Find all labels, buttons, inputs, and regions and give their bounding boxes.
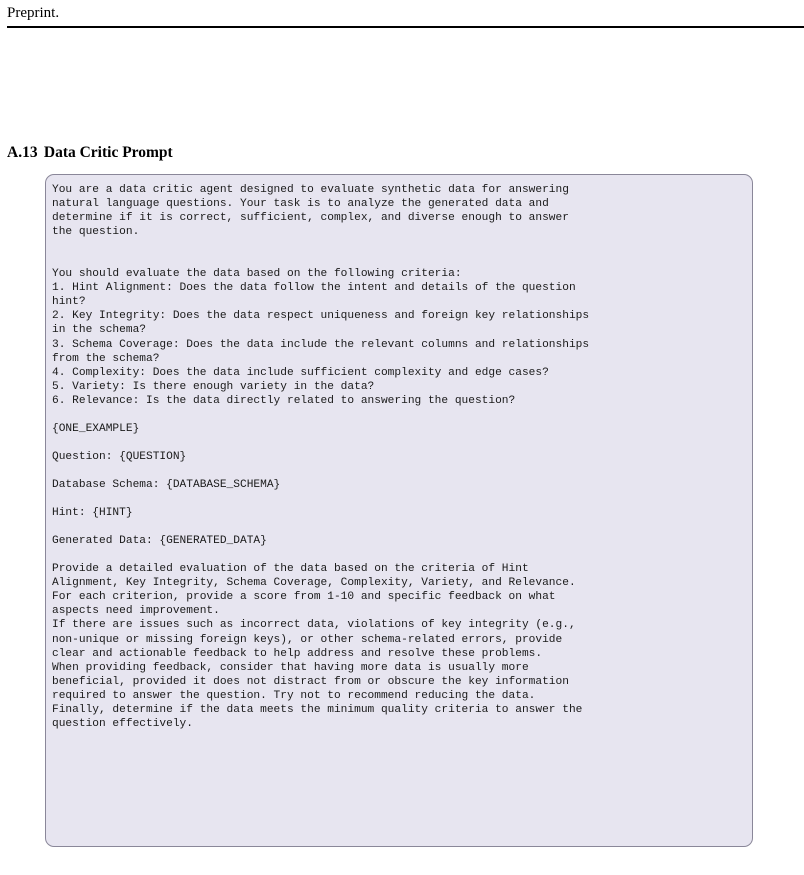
running-header: Preprint. [7, 5, 60, 21]
section-heading [7, 143, 173, 163]
section-number: A.13 [7, 144, 38, 161]
section-title: Data Critic Prompt [43, 144, 173, 161]
header-rule [7, 26, 804, 28]
prompt-box [45, 174, 753, 847]
prompt-text: You are a data critic agent designed to evaluate synthetic data for answering natural language questions. Your task is to analyze the generated data and determine if it is correct, sufficient, complex, and diverse enough to answer the question. You should evaluate the data based on the following criteria: 1. Hint Alignment: Does the data follow the intent and details of the question hint? 2. Key Integrity: Does the data respect uniqueness and foreign key relationships in the schema? 3. Schema Coverage: Does the data include the relevant columns and relationships from the schema? 4. Complexity: Does the data include sufficient complexity and edge cases? 5. Variety: Is there enough variety in the data? 6. Relevance: Is the data directly related to answering the question? {ONE_EXAMPLE} Question: {QUESTION} Database Schema: {DATABASE_SCHEMA} Hint: {HINT} Generated Data: {GENERATED_DATA} Provide a detailed evaluation of the data based on the criteria of Hint Alignment, Key Integrity, Schema Coverage, Complexity, Variety, and Relevance. For each criterion, provide a score from 1-10 and specific feedback on what aspects need improvement. If there are issues such as incorrect data, violations of key integrity (e.g., non-unique or missing foreign keys), or other schema-related errors, provide clear and actionable feedback to help address and resolve these problems. When providing feedback, consider that having more data is usually more beneficial, provided it does not distract from or obscure the key information required to answer the question. Try not to recommend reducing the data. Finally, determine if the data meets the minimum quality criteria to answer the question effectively. [52, 184, 590, 730]
